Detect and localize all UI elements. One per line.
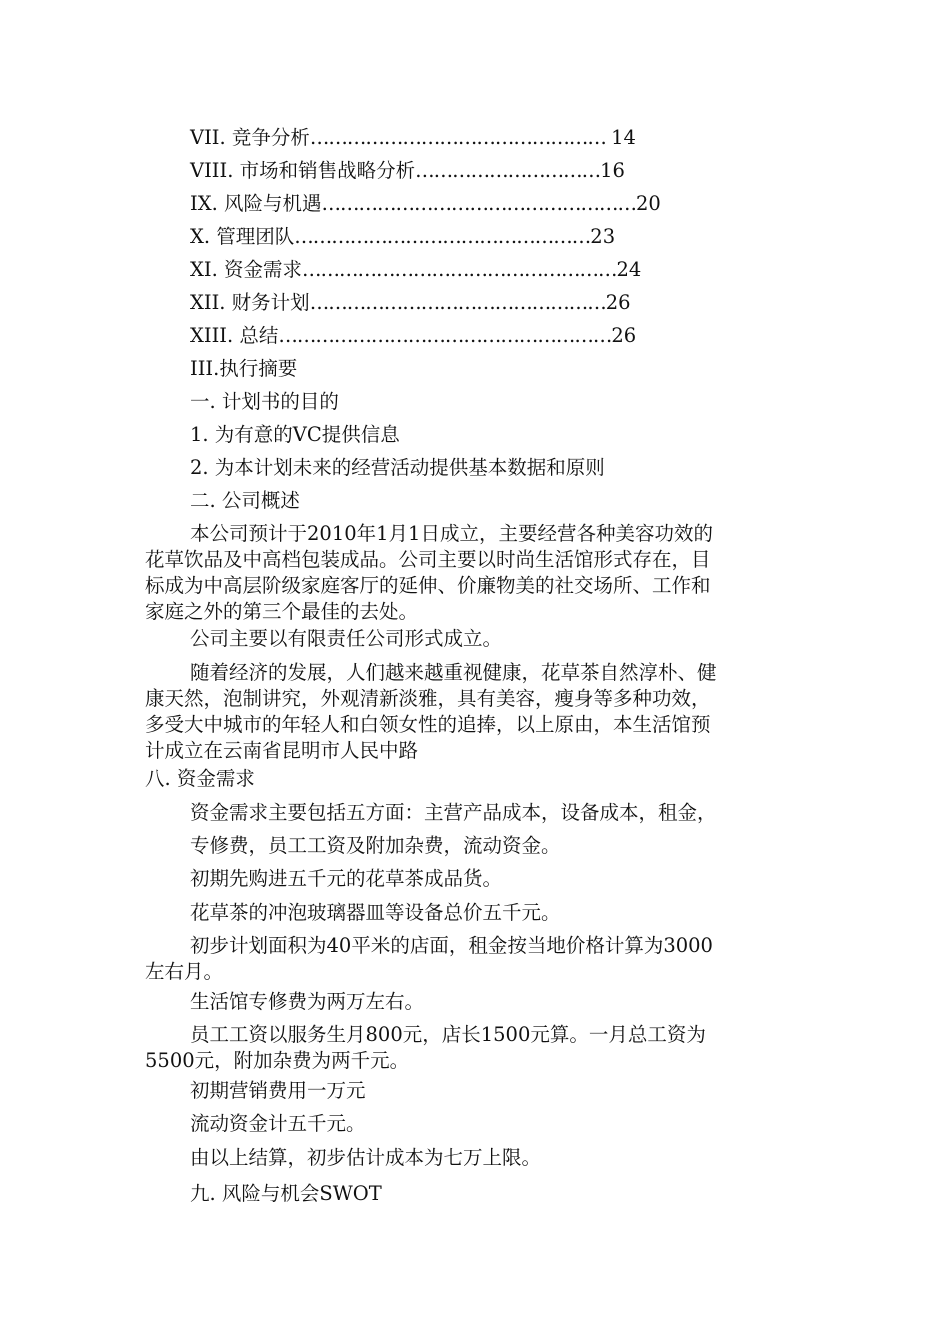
list-item: 2. 为本计划未来的经营活动提供基本数据和原则 bbox=[190, 456, 605, 479]
list-item: 1. 为有意的VC提供信息 bbox=[190, 423, 400, 446]
toc-label: XIII. 总结 bbox=[190, 324, 279, 347]
toc-leader: ……………………………………………… bbox=[278, 324, 612, 347]
toc-leader: ………………………………………… bbox=[294, 225, 591, 248]
paragraph-line: 由以上结算，初步估计成本为七万上限。 bbox=[190, 1146, 542, 1169]
toc-entry bbox=[190, 286, 631, 319]
paragraph-line: 家庭之外的第三个最佳的去处。 bbox=[145, 600, 419, 623]
toc-entry bbox=[190, 121, 636, 154]
toc-label: XI. 资金需求 bbox=[190, 258, 302, 281]
toc-label: VII. 竞争分析 bbox=[190, 126, 310, 149]
toc-label: X. 管理团队 bbox=[190, 225, 295, 248]
paragraph-line: 公司主要以有限责任公司形式成立。 bbox=[190, 627, 503, 650]
paragraph-line: 左右月。 bbox=[145, 960, 224, 983]
section-heading: 八. 资金需求 bbox=[145, 767, 255, 790]
toc-entry bbox=[190, 220, 615, 253]
toc-label: XII. 财务计划 bbox=[190, 291, 310, 314]
toc-leader: ………………………………………… bbox=[309, 126, 612, 149]
paragraph-line: 流动资金计五千元。 bbox=[190, 1112, 366, 1135]
toc-page: 24 bbox=[616, 258, 642, 281]
toc-leader: …………………………………………… bbox=[301, 258, 617, 281]
paragraph-line: 初期先购进五千元的花草茶成品货。 bbox=[190, 867, 503, 890]
toc-entry bbox=[190, 253, 641, 286]
paragraph-line: 随着经济的发展，人们越来越重视健康，花草茶自然淳朴、健 bbox=[190, 661, 717, 684]
paragraph-line: 员工工资以服务生月800元，店长1500元算。一月总工资为 bbox=[190, 1023, 706, 1046]
toc-page: 26 bbox=[611, 324, 637, 347]
toc-page: 23 bbox=[590, 225, 616, 248]
subsection-heading: 二. 公司概述 bbox=[190, 489, 300, 512]
section-heading: III.执行摘要 bbox=[190, 357, 298, 380]
toc-entry bbox=[190, 319, 636, 352]
toc-page: 20 bbox=[635, 192, 661, 215]
toc-page: 14 bbox=[611, 126, 636, 149]
paragraph-line: 花草饮品及中高档包装成品。公司主要以时尚生活馆形式存在，目 bbox=[145, 548, 711, 571]
paragraph-line: 生活馆专修费为两万左右。 bbox=[190, 990, 425, 1013]
toc-leader: ………………………… bbox=[415, 159, 601, 182]
paragraph-line: 专修费，员工工资及附加杂费，流动资金。 bbox=[190, 834, 561, 857]
paragraph-line: 本公司预计于2010年1月1日成立，主要经营各种美容功效的 bbox=[190, 522, 713, 545]
paragraph-line: 资金需求主要包括五方面：主营产品成本，设备成本，租金， bbox=[190, 801, 717, 824]
paragraph-line: 初步计划面积为40平米的店面，租金按当地价格计算为3000 bbox=[190, 934, 713, 957]
toc-label: IX. 风险与机遇 bbox=[190, 192, 322, 215]
toc-label: VIII. 市场和销售战略分析 bbox=[190, 159, 416, 182]
paragraph-line: 多受大中城市的年轻人和白领女性的追捧，以上原由，本生活馆预 bbox=[145, 713, 711, 736]
paragraph-line: 计成立在云南省昆明市人民中路 bbox=[145, 739, 419, 762]
paragraph-line: 康天然，泡制讲究，外观清新淡雅，具有美容，瘦身等多种功效， bbox=[145, 687, 711, 710]
subsection-heading: 一. 计划书的目的 bbox=[190, 390, 339, 413]
toc-leader: …………………………………………… bbox=[321, 192, 636, 215]
paragraph-line: 花草茶的冲泡玻璃器皿等设备总价五千元。 bbox=[190, 901, 561, 924]
paragraph-line: 5500元，附加杂费为两千元。 bbox=[145, 1049, 410, 1072]
toc-leader: ………………………………………… bbox=[309, 291, 606, 314]
paragraph-line: 初期营销费用一万元 bbox=[190, 1079, 366, 1102]
toc-entry bbox=[190, 154, 625, 187]
toc-page: 26 bbox=[605, 291, 631, 314]
toc-entry bbox=[190, 187, 661, 220]
toc-page: 16 bbox=[600, 159, 625, 182]
paragraph-line: 标成为中高层阶级家庭客厅的延伸、价廉物美的社交场所、工作和 bbox=[145, 574, 711, 597]
section-heading: 九. 风险与机会SWOT bbox=[190, 1182, 382, 1205]
